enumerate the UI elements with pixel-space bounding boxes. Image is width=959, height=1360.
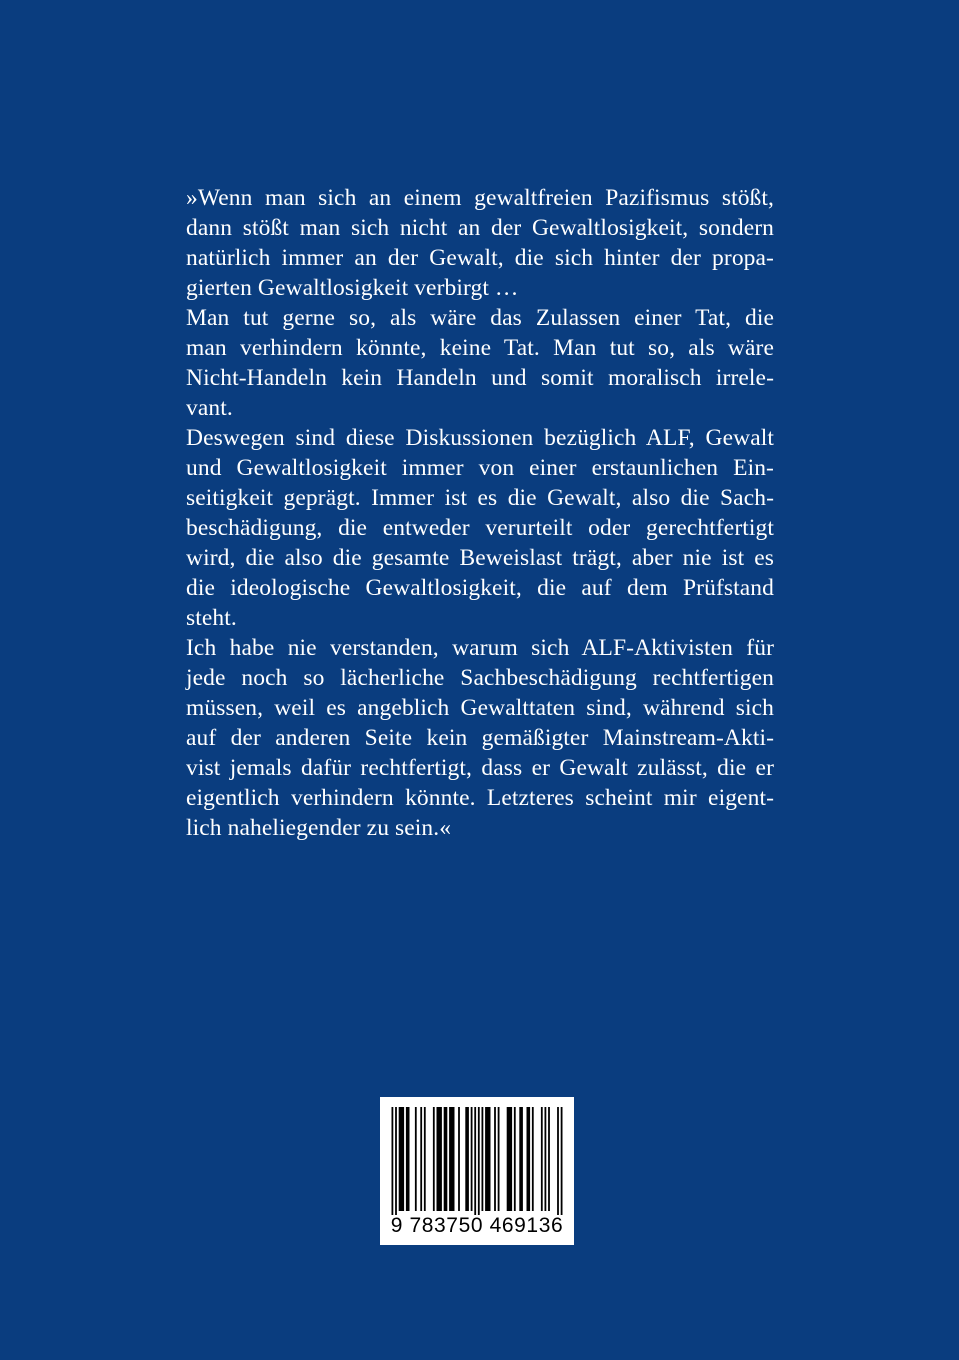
blurb-line: und Gewaltlosigkeit immer von einer erstaunlichen Ein-	[186, 455, 774, 481]
isbn-barcode	[380, 1097, 574, 1245]
barcode-bar	[519, 1107, 523, 1211]
barcode-bar	[444, 1107, 448, 1211]
barcode-bar	[514, 1107, 516, 1211]
barcode-bar	[458, 1107, 460, 1211]
blurb-line: Ich habe nie verstanden, warum sich ALF-Aktivisten für	[186, 635, 774, 661]
blurb-line: dann stößt man sich nicht an der Gewaltlosigkeit, sondern	[186, 215, 774, 241]
isbn-number: 9 783750 469136	[390, 1214, 564, 1237]
blurb-line: müssen, weil es angeblich Gewalttaten sind, während sich	[186, 695, 774, 721]
blurb-line: eigentlich verhindern könnte. Letzteres scheint mir eigent-	[186, 785, 774, 811]
barcode-bar	[399, 1107, 404, 1211]
blurb-line: vist jemals dafür rechtfertigt, dass er Gewalt zulässt, die er	[186, 755, 774, 781]
blurb-line: beschädigung, die entweder verurteilt oder gerechtfertigt	[186, 515, 774, 541]
barcode-bar	[478, 1107, 480, 1215]
blurb-line: man verhindern könnte, keine Tat. Man tut so, als wäre	[186, 335, 774, 361]
barcode-bar	[561, 1107, 563, 1215]
barcode-bar	[548, 1107, 550, 1211]
barcode-bar	[471, 1107, 473, 1211]
blurb-line: auf der anderen Seite kein gemäßigter Mainstream-Akti-	[186, 725, 774, 751]
barcode-bar	[557, 1107, 559, 1215]
barcode-bar	[498, 1107, 500, 1211]
blurb-line: Nicht-Handeln kein Handeln und somit moralisch irrele-	[186, 365, 774, 391]
barcode-bars	[390, 1107, 564, 1215]
blurb-line: wird, die also die gesamte Beweislast trägt, aber nie ist es	[186, 545, 774, 571]
barcode-bar	[527, 1107, 531, 1211]
barcode-bar	[474, 1107, 476, 1215]
barcode-bar	[482, 1107, 484, 1211]
blurb-line: seitigkeit geprägt. Immer ist es die Gewalt, also die Sach-	[186, 485, 774, 511]
barcode-bar	[424, 1107, 426, 1211]
blurb-line: steht.	[186, 605, 237, 631]
blurb-line: Man tut gerne so, als wäre das Zulassen einer Tat, die	[186, 305, 774, 331]
blurb-line: jede noch so lächerliche Sachbeschädigung rechtfertigen	[186, 665, 774, 691]
blurb-line: die ideologische Gewaltlosigkeit, die auf dem Prüfstand	[186, 575, 774, 601]
blurb-line: Deswegen sind diese Diskussionen bezüglich ALF, Gewalt	[186, 425, 774, 451]
barcode-bar	[395, 1107, 397, 1215]
barcode-bar	[437, 1107, 442, 1211]
barcode-bar	[507, 1107, 512, 1211]
blurb-line: gierten Gewaltlosigkeit verbirgt …	[186, 275, 519, 301]
blurb-line: natürlich immer an der Gewalt, die sich hinter der propa-	[186, 245, 774, 271]
blurb-line: lich naheliegender zu sein.«	[186, 815, 452, 841]
barcode-bar	[415, 1107, 417, 1211]
barcode-bar	[541, 1107, 543, 1211]
barcode-bar	[433, 1107, 435, 1211]
barcode-bar	[494, 1107, 496, 1211]
barcode-bar	[406, 1107, 410, 1211]
barcode-bar	[545, 1107, 547, 1211]
blurb-text	[186, 183, 774, 843]
barcode-bar	[392, 1107, 394, 1215]
barcode-bar	[420, 1107, 422, 1211]
blurb-line: vant.	[186, 395, 233, 421]
barcode-bar	[465, 1107, 469, 1211]
barcode-bar	[449, 1107, 454, 1211]
barcode-bar	[485, 1107, 490, 1211]
barcode-bar	[532, 1107, 534, 1211]
blurb-line: »Wenn man sich an einem gewaltfreien Pazifismus stößt,	[186, 185, 774, 211]
